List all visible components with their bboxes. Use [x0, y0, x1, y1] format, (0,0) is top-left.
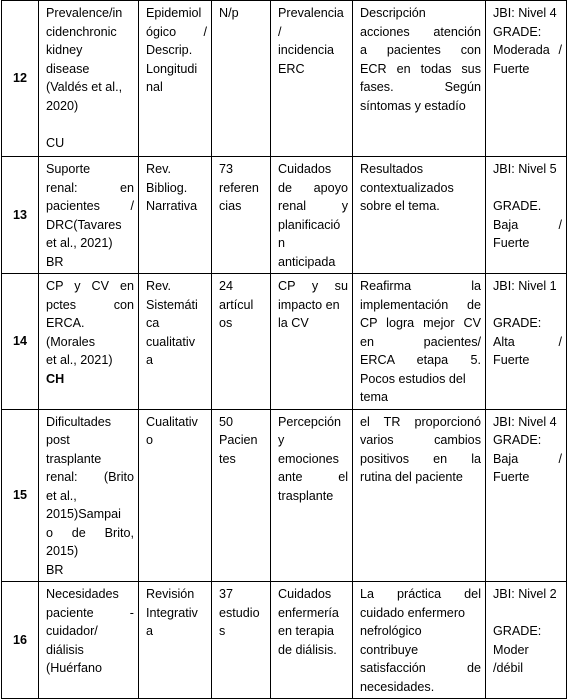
- cell-line: 2020): [46, 98, 79, 113]
- cell-line: nal: [146, 80, 163, 94]
- cell-c4: [271, 409, 353, 582]
- cell-line: Narrativa: [146, 199, 198, 213]
- cell-line: Rev.: [146, 162, 171, 176]
- cell-line: en pacientes/: [360, 334, 481, 349]
- cell-line: Percepción: [278, 414, 342, 429]
- cell-line: Fuerte: [493, 470, 530, 484]
- row-number: 15: [2, 409, 39, 582]
- cell-line: 24: [219, 279, 234, 293]
- cell-line: Dificultades: [46, 414, 112, 429]
- cell-line: Revisión: [146, 587, 195, 601]
- cell-line: tes: [219, 451, 236, 466]
- cell-c2: [139, 157, 212, 274]
- cell-c6: [486, 1, 567, 157]
- cell-line: GRADE:: [493, 433, 542, 447]
- cell-line: tema: [360, 390, 388, 404]
- cell-line: cidenchronic: [46, 24, 117, 39]
- cell-line: trasplante: [46, 451, 102, 466]
- cell-line: Resultados: [360, 162, 424, 176]
- cell-line: JBI: Nivel 5: [493, 162, 557, 176]
- cell-c3: [212, 582, 271, 699]
- cell-line: GRADE:: [493, 316, 542, 330]
- cell-c5: [353, 274, 486, 410]
- cell-line: cuidador/: [46, 624, 98, 638]
- cell-line: a: [146, 353, 154, 367]
- cell-c4: [271, 582, 353, 699]
- cell-line: kidney: [46, 43, 83, 57]
- cell-c1: [39, 157, 139, 274]
- cell-line: síntomas y estadío: [360, 98, 466, 113]
- cell-line: necesidades.: [360, 679, 435, 694]
- cell-c2: [139, 1, 212, 157]
- cell-line: ERCA etapa 5.: [360, 353, 481, 367]
- cell-line: Suporte: [46, 162, 91, 176]
- blank-line: [493, 296, 562, 315]
- cell-line: pctes con: [46, 297, 134, 312]
- cell-line: contribuye: [360, 642, 419, 657]
- cell-line: nefrológico: [360, 624, 422, 638]
- cell-line: la CV: [278, 316, 309, 330]
- cell-line: Cuidados: [278, 162, 332, 176]
- cell-c1: [39, 1, 139, 157]
- cell-line: implementación de: [360, 297, 481, 312]
- cell-line: (Huérfano: [46, 661, 103, 675]
- cell-line: /débil: [493, 661, 524, 675]
- cell-line: (Morales: [46, 334, 95, 349]
- cell-line: Fuerte: [493, 353, 530, 367]
- cell-line: et al.,: [46, 488, 77, 503]
- cell-line: Necesidades: [46, 587, 119, 601]
- cell-line: Moderada /: [493, 43, 562, 57]
- cell-c3: [212, 157, 271, 274]
- cell-line: (Valdés et al.,: [46, 80, 123, 94]
- cell-line: Reafirma la: [360, 279, 481, 293]
- cell-line: Cualitativ: [146, 414, 198, 429]
- cell-line: anticipada: [278, 254, 336, 269]
- studies-table: [1, 0, 567, 699]
- cell-line: ógico /: [146, 24, 207, 39]
- cell-line: cuidado enfermero: [360, 605, 466, 620]
- cell-c2: [139, 274, 212, 410]
- cell-line: n: [278, 236, 286, 250]
- cell-line: renal: (Brito: [46, 470, 134, 484]
- cell-line: CU: [46, 135, 65, 150]
- cell-c6: [486, 582, 567, 699]
- table-row: [2, 274, 567, 410]
- row-number: 14: [2, 274, 39, 410]
- cell-c6: [486, 157, 567, 274]
- cell-line: 50: [219, 414, 234, 429]
- table-row: [2, 1, 567, 157]
- cell-line: JBI: Nivel 2: [493, 587, 557, 601]
- cell-line: de diálisis.: [278, 642, 337, 657]
- cell-line: contextualizados: [360, 180, 454, 195]
- cell-line: La práctica del: [360, 587, 481, 601]
- cell-line: trasplante: [278, 488, 334, 503]
- cell-c3: [212, 409, 271, 582]
- cell-line: CP logra mejor CV: [360, 316, 481, 330]
- cell-line: Epidemiol: [146, 6, 202, 20]
- table-row: [2, 157, 567, 274]
- cell-line: Integrativ: [146, 605, 198, 620]
- cell-line: os: [219, 316, 233, 330]
- cell-line: diálisis: [46, 642, 84, 657]
- cell-line: BR: [46, 254, 64, 269]
- cell-line: Longitudi: [146, 61, 198, 76]
- cell-line: disease: [46, 61, 90, 76]
- cell-line: Pocos estudios del: [360, 371, 466, 386]
- row-number: 12: [2, 1, 39, 157]
- cell-line: ca: [146, 316, 160, 330]
- cell-line: GRADE:: [493, 24, 542, 39]
- cell-line: GRADE:: [493, 624, 542, 638]
- cell-c5: [353, 157, 486, 274]
- cell-line: rutina del paciente: [360, 470, 463, 484]
- table-row: [2, 409, 567, 582]
- cell-line: cualitativ: [146, 334, 195, 349]
- cell-line: Rev.: [146, 279, 171, 293]
- cell-c4: [271, 1, 353, 157]
- cell-line: referen: [219, 180, 259, 195]
- cell-line: JBI: Nivel 1: [493, 279, 557, 293]
- cell-line: renal y: [278, 199, 348, 213]
- cell-line: et al., 2021): [46, 236, 113, 250]
- cell-line: JBI: Nivel 4: [493, 6, 557, 20]
- cell-c2: [139, 409, 212, 582]
- cell-line: Descripción: [360, 6, 426, 20]
- cell-line: a: [146, 624, 154, 638]
- cell-line: paciente -: [46, 605, 134, 620]
- cell-line: 73: [219, 162, 234, 176]
- cell-line: Alta /: [493, 334, 562, 349]
- cell-c3: [212, 1, 271, 157]
- cell-line: post: [46, 433, 70, 447]
- cell-line: CP y su: [278, 279, 348, 293]
- cell-c4: [271, 157, 353, 274]
- cell-line: et al., 2021): [46, 353, 113, 367]
- cell-line: incidencia: [278, 43, 335, 57]
- cell-line: 37: [219, 587, 234, 601]
- cell-line: fases. Según: [360, 80, 481, 94]
- cell-line: 2015)Sampai: [46, 507, 121, 521]
- cell-line: Baja /: [493, 451, 562, 466]
- cell-c1: [39, 409, 139, 582]
- cell-c6: [486, 409, 567, 582]
- cell-line: s: [219, 624, 226, 638]
- cell-c6: [486, 274, 567, 410]
- cell-c1: [39, 582, 139, 699]
- cell-c5: [353, 1, 486, 157]
- cell-c3: [212, 274, 271, 410]
- cell-c1: [39, 274, 139, 410]
- cell-line: Baja /: [493, 217, 562, 232]
- cell-line: /: [278, 24, 282, 39]
- cell-line: JBI: Nivel 4: [493, 414, 557, 429]
- cell-line: Moder: [493, 642, 529, 657]
- cell-line: sobre el tema.: [360, 199, 440, 213]
- cell-line: ante el: [278, 470, 348, 484]
- cell-line: 2015): [46, 544, 79, 558]
- cell-line: de apoyo: [278, 180, 348, 195]
- blank-line: [493, 179, 562, 198]
- cell-line: satisfacción de: [360, 661, 481, 675]
- cell-line: Fuerte: [493, 61, 530, 76]
- cell-line: a pacientes con: [360, 43, 481, 57]
- cell-line: ECR en todas sus: [360, 61, 481, 76]
- table-row: [2, 582, 567, 699]
- cell-line: Bibliog.: [146, 180, 188, 195]
- cell-line: Pacien: [219, 433, 258, 447]
- cell-line: estudio: [219, 605, 260, 620]
- cell-line: GRADE.: [493, 199, 542, 213]
- row-number: 13: [2, 157, 39, 274]
- cell-line: emociones: [278, 451, 339, 466]
- cell-line: planificació: [278, 217, 341, 232]
- cell-line: ERC: [278, 61, 305, 76]
- cell-line: Descrip.: [146, 43, 193, 57]
- cell-line: CH: [46, 371, 65, 386]
- cell-c4: [271, 274, 353, 410]
- cell-line: acciones atención: [360, 24, 481, 39]
- cell-line: Cuidados: [278, 587, 332, 601]
- cell-c5: [353, 409, 486, 582]
- cell-c5: [353, 582, 486, 699]
- cell-c2: [139, 582, 212, 699]
- blank-line: [46, 115, 134, 134]
- row-number: 16: [2, 582, 39, 699]
- cell-line: BR: [46, 562, 64, 577]
- cell-line: N/p: [219, 6, 239, 20]
- cell-line: Fuerte: [493, 236, 530, 250]
- cell-line: cias: [219, 199, 242, 213]
- cell-line: DRC(Tavares: [46, 217, 122, 232]
- cell-line: impacto en: [278, 297, 340, 312]
- cell-line: positivos en la: [360, 451, 481, 466]
- cell-line: pacientes /: [46, 199, 134, 213]
- blank-line: [493, 604, 562, 623]
- cell-line: Prevalencia: [278, 6, 344, 20]
- cell-line: artícul: [219, 297, 254, 312]
- cell-line: y: [278, 433, 285, 447]
- cell-line: Prevalence/in: [46, 6, 123, 20]
- cell-line: enfermería: [278, 605, 339, 620]
- cell-line: ERCA.: [46, 316, 85, 330]
- cell-line: el TR proporcionó: [360, 414, 481, 429]
- cell-line: renal: en: [46, 180, 134, 195]
- cell-line: varios cambios: [360, 433, 481, 447]
- cell-line: o: [146, 433, 154, 447]
- cell-line: Sistemáti: [146, 297, 198, 312]
- cell-line: o de Brito,: [46, 525, 134, 540]
- cell-line: CP y CV en: [46, 279, 134, 293]
- cell-line: en terapia: [278, 624, 335, 638]
